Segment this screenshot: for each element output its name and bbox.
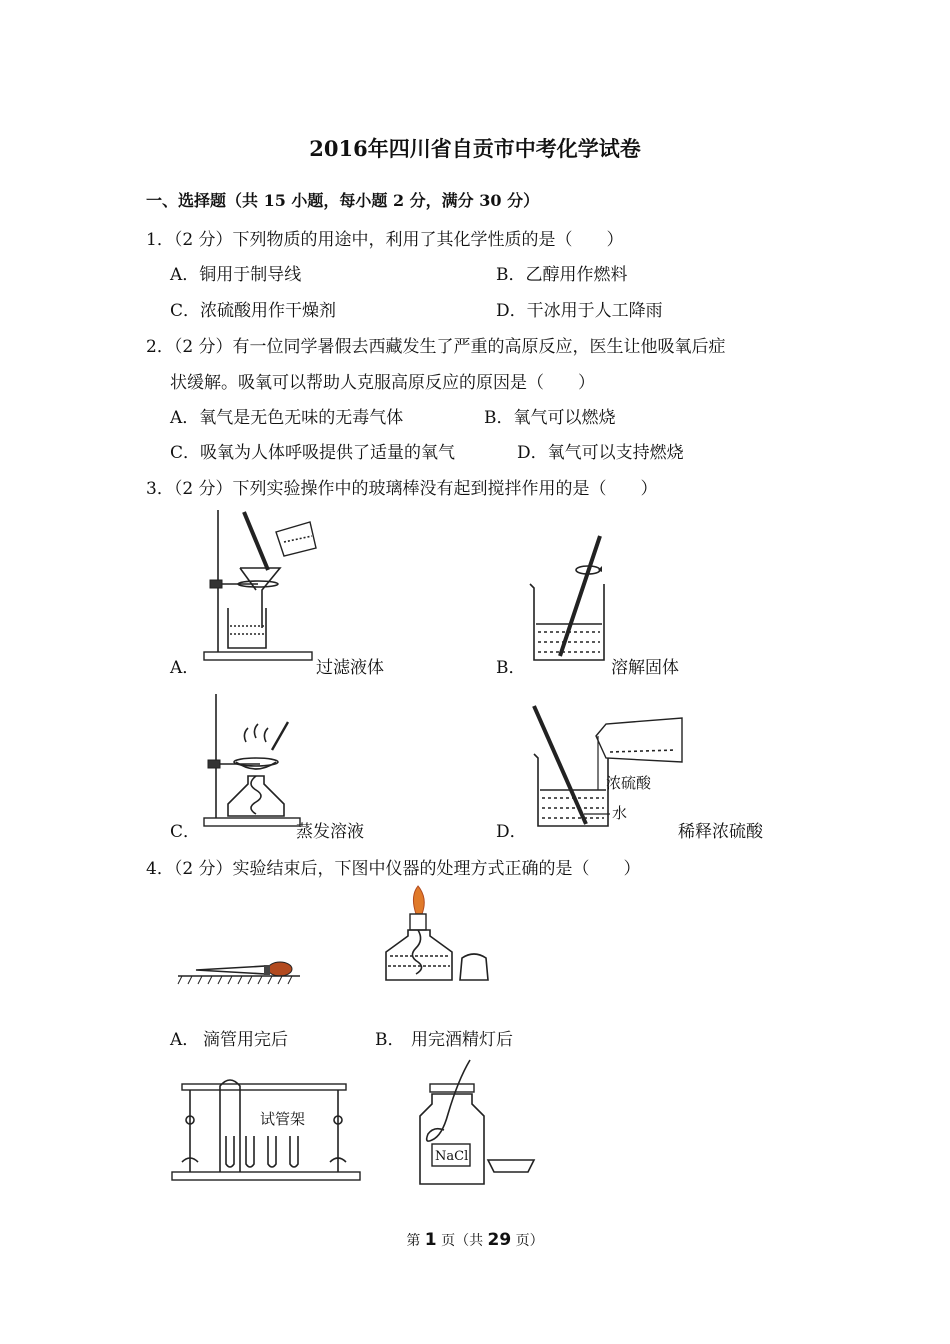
q4-option-a-letter[interactable]: A． xyxy=(170,1030,200,1050)
page-title: 2016年四川省自贡市中考化学试卷 xyxy=(309,136,641,161)
footer-suffix: 页） xyxy=(511,1233,544,1249)
q2-stem-line2: 状缓解。吸氧可以帮助人克服高原反应的原因是（ ） xyxy=(170,373,595,393)
q3-option-a-letter[interactable]: A． xyxy=(170,658,200,678)
q3-option-d-caption: 稀释浓硫酸 xyxy=(678,822,763,842)
dilution-figure xyxy=(526,702,690,832)
evaporation-figure xyxy=(200,692,320,832)
q3-option-b-letter[interactable]: B． xyxy=(496,658,526,678)
filtration-figure xyxy=(200,508,320,666)
q2-stem-line1: 2．（2 分）有一位同学暑假去西藏发生了严重的高原反应，医生让他吸氧后症 xyxy=(146,337,726,357)
nacl-label: NaCl xyxy=(435,1149,469,1164)
test-tube-rack-figure xyxy=(170,1076,364,1186)
q1-option-d[interactable]: D．干冰用于人工降雨 xyxy=(496,301,663,321)
footer-prefix: 第 xyxy=(406,1233,425,1249)
section-heading: 一、选择题（共 15 小题，每小题 2 分，满分 30 分） xyxy=(146,191,540,210)
water-label: 水 xyxy=(612,804,628,822)
q2-option-c[interactable]: C．吸氧为人体呼吸提供了适量的氧气 xyxy=(170,443,456,463)
q3-option-c-caption: 蒸发溶液 xyxy=(296,822,364,842)
q3-option-d-letter[interactable]: D． xyxy=(496,822,527,842)
footer-middle: 页（共 xyxy=(436,1233,488,1249)
q3-stem: 3．（2 分）下列实验操作中的玻璃棒没有起到搅拌作用的是（ ） xyxy=(146,479,658,499)
footer-page-number: 1 xyxy=(424,1230,437,1250)
acid-label: 浓硫酸 xyxy=(606,774,652,792)
q1-option-c[interactable]: C．浓硫酸用作干燥剂 xyxy=(170,301,337,321)
q4-option-b-letter[interactable]: B． xyxy=(375,1030,405,1050)
page-footer xyxy=(0,1230,950,1250)
q3-option-b-caption: 溶解固体 xyxy=(611,658,679,678)
q3-option-a-caption: 过滤液体 xyxy=(316,658,384,678)
q2-option-a[interactable]: A．氧气是无色无味的无毒气体 xyxy=(170,408,404,428)
reagent-bottle-figure xyxy=(416,1060,538,1188)
dissolving-figure xyxy=(526,532,616,664)
alcohol-lamp-figure xyxy=(378,886,500,990)
q1-stem: 1．（2 分）下列物质的用途中，利用了其化学性质的是（ ） xyxy=(146,230,624,250)
dropper-figure xyxy=(176,954,302,986)
q2-option-b[interactable]: B．氧气可以燃烧 xyxy=(484,408,616,428)
footer-total-pages: 29 xyxy=(487,1230,512,1250)
q1-option-a[interactable]: A．铜用于制导线 xyxy=(170,265,302,285)
q3-option-c-letter[interactable]: C． xyxy=(170,822,201,842)
q2-option-d[interactable]: D．氧气可以支持燃烧 xyxy=(517,443,684,463)
q4-option-a-caption: 滴管用完后 xyxy=(203,1030,288,1050)
q1-option-b[interactable]: B．乙醇用作燃料 xyxy=(496,265,628,285)
rack-label: 试管架 xyxy=(260,1110,306,1128)
q4-option-b-caption: 用完酒精灯后 xyxy=(411,1030,513,1050)
q4-stem: 4．（2 分）实验结束后，下图中仪器的处理方式正确的是（ ） xyxy=(146,859,641,879)
